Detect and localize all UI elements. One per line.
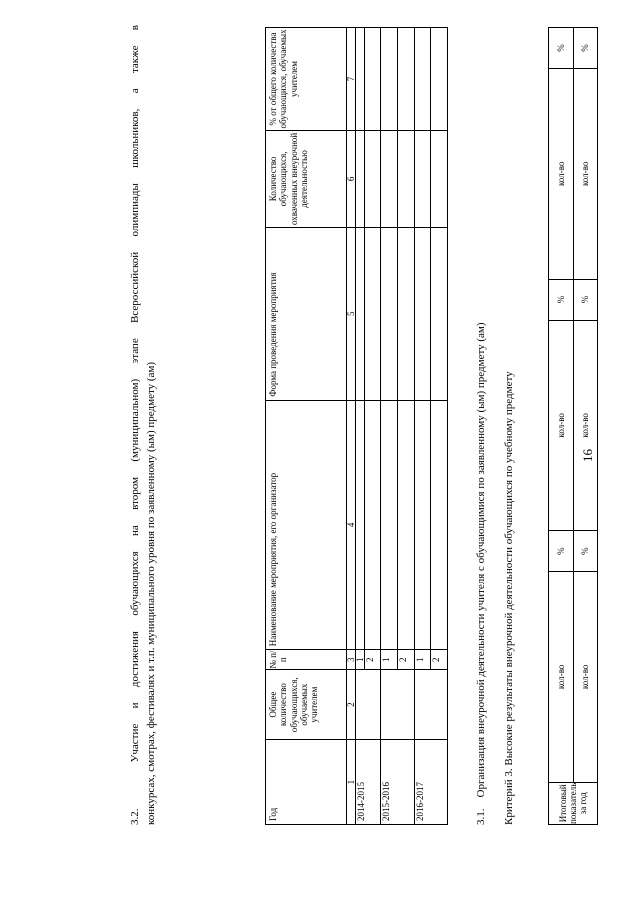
summary-header-cell: кол-во — [549, 69, 574, 280]
header-event-form: Форма проведения мероприятия — [266, 227, 347, 400]
header-event-name: Наименование мероприятия, его организатор — [266, 400, 347, 650]
summary-header-cell: кол-во — [549, 320, 574, 531]
table-cell — [381, 227, 398, 400]
table-cell — [381, 28, 398, 131]
section-31-title: Организация внеурочной деятельности учителя с обучающимися по заявленному (ым) предмету (ам) — [475, 322, 487, 798]
section-32-number: 3.2. — [129, 808, 141, 825]
section-32-line-1-text: Участие и достижения обучающихся на втором (муниципальном) этапе Всероссийской олимпиады школьников, а также в — [129, 24, 141, 763]
summary-header-cell: % — [549, 531, 574, 572]
table-cell — [364, 400, 381, 650]
section-32-paragraph — [127, 25, 159, 825]
section-31-number: 3.1. — [475, 808, 487, 825]
header-percent-students: % от общего количества обучающихся, обучаемых учителем — [266, 28, 347, 131]
item-number-cell: 1 — [414, 650, 431, 670]
column-number: 3 — [346, 650, 355, 670]
table-cell — [355, 227, 364, 400]
table-cell — [431, 227, 448, 400]
column-number: 4 — [346, 400, 355, 650]
page-number: 16 — [580, 449, 595, 462]
summary-table — [548, 27, 598, 825]
criterion-title: Критерий 3. Высокие результаты внеурочной деятельности обучающихся по учебному предмету — [503, 371, 515, 825]
table-cell — [431, 400, 448, 650]
item-number-cell: 2 — [397, 650, 414, 670]
summary-value-cell: кол-во — [573, 69, 598, 280]
table-cell — [397, 130, 414, 227]
year-cell: 2015-2016 — [381, 740, 414, 825]
table-cell — [355, 400, 364, 650]
table-cell — [414, 130, 431, 227]
summary-value-cell: % — [573, 279, 598, 320]
table-cell — [414, 400, 431, 650]
total-students-cell — [355, 670, 381, 740]
table-cell — [414, 28, 431, 131]
table-cell — [431, 28, 448, 131]
total-students-cell — [381, 670, 414, 740]
table-cell — [364, 130, 381, 227]
table-cell — [355, 130, 364, 227]
table-cell — [414, 227, 431, 400]
header-total-students: Общее количество обучающихся, обучаемых учителем — [266, 670, 347, 740]
year-cell: 2016-2017 — [414, 740, 447, 825]
total-students-cell — [414, 670, 447, 740]
summary-value-cell: кол-во — [573, 320, 598, 531]
header-year: Год — [266, 740, 347, 825]
section-31-heading — [475, 322, 487, 825]
summary-value-cell: % — [573, 531, 598, 572]
column-number: 7 — [346, 28, 355, 131]
table-cell — [397, 28, 414, 131]
item-number-cell: 1 — [381, 650, 398, 670]
table-cell — [381, 130, 398, 227]
table-cell — [364, 28, 381, 131]
item-number-cell: 2 — [431, 650, 448, 670]
item-number-cell: 1 — [355, 650, 364, 670]
year-cell: 2014-2015 — [355, 740, 381, 825]
column-number: 1 — [346, 740, 355, 825]
table-cell — [397, 227, 414, 400]
column-number: 5 — [346, 227, 355, 400]
summary-header-cell: % — [549, 279, 574, 320]
summary-value-cell: кол-во — [573, 572, 598, 783]
summary-header-cell: % — [549, 28, 574, 69]
column-number: 2 — [346, 670, 355, 740]
table-cell — [381, 400, 398, 650]
header-students-covered: Количество обучающихся, охваченных внеурочной деятельностью — [266, 130, 347, 227]
summary-value-cell: % — [573, 28, 598, 69]
table-cell — [431, 130, 448, 227]
header-item-number: № п/п — [266, 650, 347, 670]
summary-header-cell: кол-во — [549, 572, 574, 783]
table-cell — [355, 28, 364, 131]
table-cell — [364, 227, 381, 400]
section-32-line-1 — [127, 25, 143, 825]
table-cell — [397, 400, 414, 650]
column-number: 6 — [346, 130, 355, 227]
summary-label-cell: Итоговый показатель за год — [549, 782, 598, 824]
activities-table — [265, 27, 448, 825]
item-number-cell: 2 — [364, 650, 381, 670]
section-32-line-2: конкурсах, смотрах, фестивалях и т.п. муниципального уровня по заявленному (ым) предмету (ам) — [145, 361, 157, 825]
